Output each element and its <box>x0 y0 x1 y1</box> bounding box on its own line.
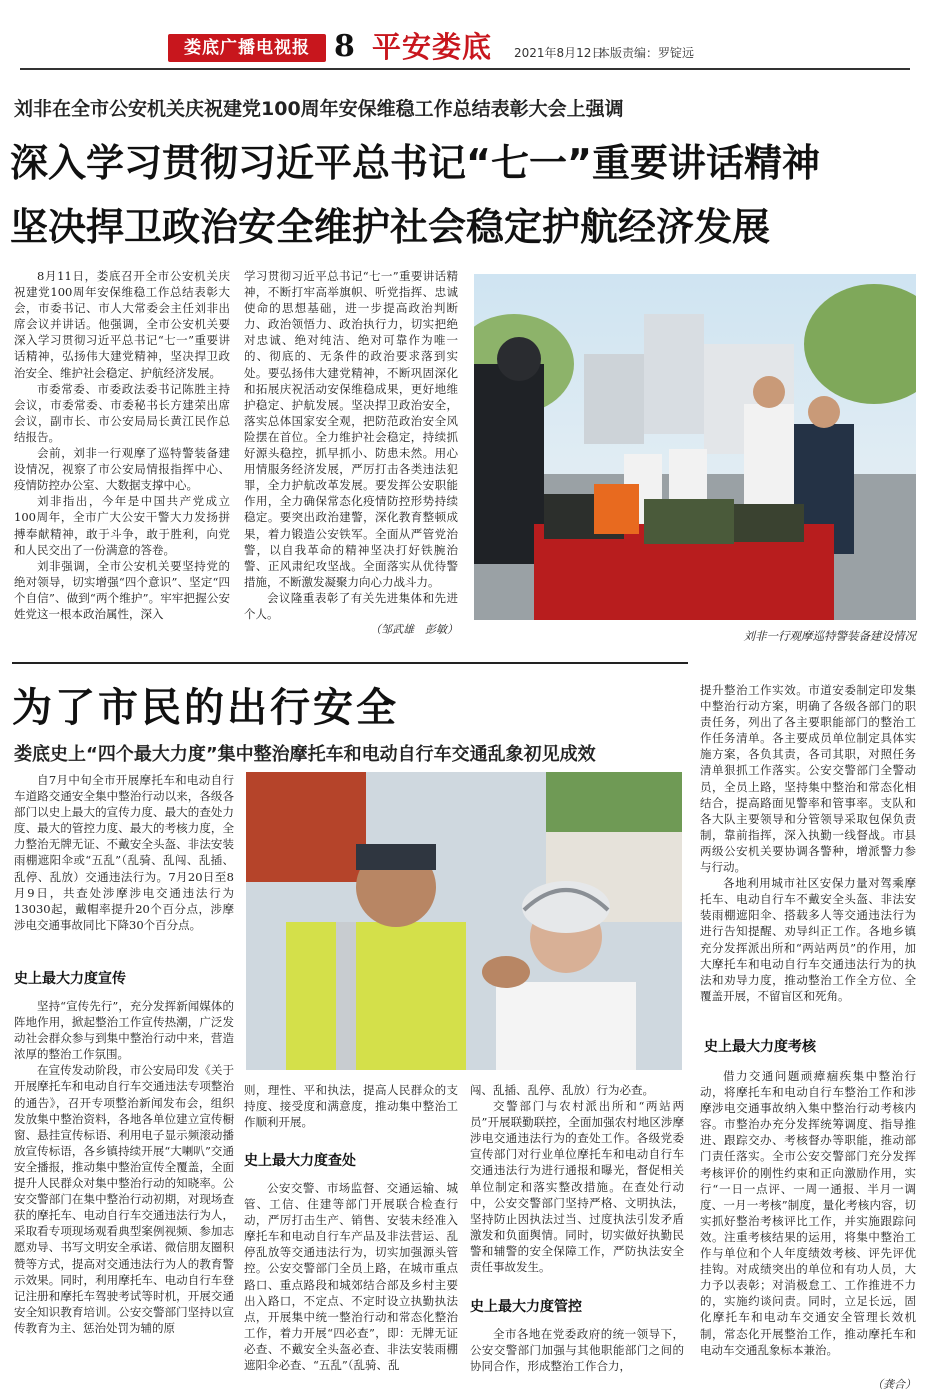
article1-paragraph: 8月11日，娄底召开全市公安机关庆祝建党100周年安保维稳工作总结表彰大会，市委书记、市人大常委会主任刘非出席会议并讲话。他强调，全市公安机关要深入学习贯彻习近平总书记“七一”重要讲话精神，弘扬伟大建党精神，坚决捍卫政治安全、维护社会稳定、护航经济发展。 <box>14 269 230 380</box>
newspaper-brand-logo: 娄底广播电视报 <box>168 34 326 62</box>
article2-column-a <box>14 998 234 1390</box>
article2-paragraph: 全市各地在党委政府的统一领导下，公安交警部门加强与其他职能部门之间的协同合作，形成整治工作合力， <box>470 1327 684 1374</box>
article2-column-d-bottom <box>700 1068 916 1378</box>
article1-byline: （邹武雄 彭敏） <box>370 623 458 637</box>
masthead-rule <box>20 68 910 70</box>
page-number: 8 <box>334 29 355 64</box>
article2-paragraph: 公安交警、市场监督、交通运输、城管、工信、住建等部门开展联合检查行动，严厉打击生产、销售、安装未经准入摩托车和电动自行车产品及非法营运、乱停乱放等交通违法行为，切实加强源头管控。公安交警部门全员上路，在城市重点路口、重点路段和城郊结合部及乡村主要出入路口，不定点、不定时设立执勤执法点，开展集中统一整治行动和常态化整治工作，着力开展“四必查”，即：无牌无证必查、不戴安全头盔必查、非法安装雨棚遮阳伞必查、“五乱”（乱骑、乱 <box>244 1181 458 1373</box>
article2-paragraph: 在宣传发动阶段，市公安局印发《关于开展摩托车和电动自行车交通违法专项整治的通告》，召开专项整治新闻发布会，组织发放集中整治资料，各地各单位建立宣传橱窗、悬挂宣传标语、利用电子显示频滚动播放宣传标语，各乡镇持续开展“大喇叭”交通安全播报，推动集中整治宣传全覆盖，全面提升人民群众对集中整治行动的知晓率。公安交警部门在集中整治行动初期，对现场查获的摩托车、电动自行车交通违法行为人，采取看专项现场观看典型案例视频、参加志愿劝导、书写文明安全承诺、微信朋友圈积赞等方式，提高对交通违法行为人的教育警示效果。同时，利用摩托车、电动自行车登记注册和摩托车驾驶考试等时机，开展交通安全知识教育培训。公安交警部门坚持以宣传教育为主、惩治处罚为辅的原 <box>14 1063 234 1335</box>
article2-subhead-assessment: 史上最大力度考核 <box>704 1039 816 1055</box>
article2-photo <box>246 772 682 1070</box>
article2-column-b <box>244 1180 458 1390</box>
article1-kicker: 刘非在全市公安机关庆祝建党100周年安保维稳工作总结表彰大会上强调 <box>14 98 624 120</box>
section-divider <box>12 662 688 664</box>
article1-paragraph: 刘非指出，今年是中国共产党成立100周年，全市广大公安干警大力发扬拼搏奉献精神，敢于斗争，敢于胜利，向党和人民交出了一份满意的答卷。 <box>14 494 230 557</box>
article1-column-1 <box>14 268 230 658</box>
article2-headline: 为了市民的出行安全 <box>12 685 399 731</box>
article1-column-2 <box>244 268 458 658</box>
article1-photo-caption: 刘非一行观摩巡特警装备建设情况 <box>743 629 916 643</box>
article2-column-d <box>700 682 916 1012</box>
equipment-inspection-illustration <box>474 274 916 620</box>
article1-headline-line1: 深入学习贯彻习近平总书记“七一”重要讲话精神 <box>10 141 820 185</box>
article2-column-c <box>470 1082 684 1282</box>
article1-paragraph: 刘非强调，全市公安机关要坚持党的绝对领导，切实增强“四个意识”、坚定“四个自信”、做到“两个维护”。牢牢把握公安姓党这一根本政治属性，深入 <box>14 558 230 621</box>
article1-paragraph: 市委常委、市委政法委书记陈胜主持会议，市委常委、市委秘书长方建荣出席会议，副市长、市公安局局长黄江民作总结报告。 <box>14 381 230 444</box>
article2-paragraph: 自7月中旬全市开展摩托车和电动自行车道路交通安全集中整治行动以来，各级各部门以史上最大的宣传力度、最大的查处力度、最大的管控力度、最大的考核力度，全力整治无牌无证、不戴安全头盔、非法安装雨棚遮阳伞或“五乱”（乱骑、乱闯、乱插、乱停、乱放）交通违法行为。7月20日至8月9日，共查处涉摩涉电交通违法行为13030起，戴帽率提升20个百分点，涉摩涉电交通事故同比下降30个百分点。 <box>14 773 234 932</box>
article2-column-c-bottom <box>470 1326 684 1390</box>
article2-subhead-publicity: 史上最大力度宣传 <box>14 971 126 987</box>
article2-paragraph: 坚持“宣传先行”，充分发挥新闻媒体的阵地作用，掀起整治工作宣传热潮，广泛发动社会群众参与到集中整治行动中来，营造浓厚的整治工作氛围。 <box>14 999 234 1062</box>
article2-paragraph: 提升整治工作实效。市道安委制定印发集中整治行动方案，明确了各级各部门的职责任务，列出了各主要职能部门的整治工作任务清单。各主要成员单位制定具体实施方案，各负其责，各司其职，对照任务清单狠抓工作落实。公安交警部门全警动员，全员上路，坚持集中整治和常态化相结合，提高路面见警率和管事率。支队和各大队主要领导和分管领导采取包保负责制，靠前指挥，深入执勤一线督战。市县两级公安机关要协调各警种，增派警力参与行动。 <box>700 683 916 875</box>
article2-subhead-control: 史上最大力度管控 <box>470 1299 582 1315</box>
article2-subhead-enforcement: 史上最大力度查处 <box>244 1153 356 1169</box>
page-editor: 本版责编：罗锭远 <box>598 46 695 60</box>
article2-paragraph: 交警部门与农村派出所和“两站两员”开展联勤联控，全面加强农村地区涉摩涉电交通违法行为的查处工作。各级党委宣传部门对行业单位摩托车和电动自行车交通违法行为进行通报和曝光，督促相关单位制定和落实整改措施。在查处行动中，公安交警部门坚持严格、文明执法，坚持防止因执法过当、过度执法引发矛盾激发和负面舆情。同时，切实做好执勤民警和辅警的安全保障工作，严防执法安全责任事故发生。 <box>470 1099 684 1275</box>
article2-paragraph: 各地利用城市社区安保力量对驾乘摩托车、电动自行车不戴安全头盔、非法安装雨棚遮阳伞、搭载多人等交通违法行为进行告知提醒、劝导纠正工作。各地乡镇充分发挥派出所和“两站两员”的作用，加大摩托车和电动自行车交通违法行为的执法和劝导力度，推动整治工作全方位、全覆盖开展，不留盲区和死角。 <box>700 876 916 1003</box>
article1-paragraph: 会前，刘非一行观摩了巡特警装备建设情况，视察了市公安局情报指挥中心、疫情防控办公室、大数据支撑中心。 <box>14 446 230 493</box>
article2-subheadline: 娄底史上“四个最大力度”集中整治摩托车和电动自行车交通乱象初见成效 <box>14 744 596 765</box>
article1-paragraph: 学习贯彻习近平总书记“七一”重要讲话精神，不断打牢高举旗帜、听党指挥、忠诚使命的思想基础，进一步提高政治判断力、政治领悟力、政治执行力，切实把绝对忠诚、绝对纯洁、绝对可靠作为唯一的、彻底的、无条件的政治要求落到实处。要弘扬伟大建党精神，不断巩固深化和拓展庆祝活动安保维稳成果，更好地维护稳定、护航发展。坚决捍卫政治安全，落实总体国家安全观，把防范政治安全风险摆在首位。全力维护社会稳定，持续抓好源头稳控，抓早抓小、防患未然。用心用情服务经济发展，严厉打击各类违法犯罪，全力护航改革发展。要发挥公安职能作用，全力确保常态化疫情防控形势持续稳定。要突出政治建警，深化教育整顿成果，着力锻造公安铁军。全面从严管党治警，以自我革命的精神坚决打好铁腕治警、正风肃纪攻坚战。全面落实从优待警措施，不断激发凝聚力向心力战斗力。 <box>244 269 458 589</box>
section-title: 平安娄底 <box>372 30 493 64</box>
article2-column-b-top <box>244 1082 458 1136</box>
article2-byline: （龚合） <box>872 1378 916 1391</box>
article2-intro <box>14 772 234 956</box>
article2-paragraph: 闯、乱插、乱停、乱放）行为必查。 <box>470 1083 654 1097</box>
article2-paragraph: 则，理性、平和执法，提高人民群众的支持度、接受度和满意度，推动集中整治工作顺利开展。 <box>244 1083 458 1130</box>
article1-paragraph: 会议隆重表彰了有关先进集体和先进个人。 <box>244 590 458 621</box>
helmet-fitting-illustration <box>246 772 682 1070</box>
article1-photo <box>474 274 916 620</box>
article1-headline-line2: 坚决捍卫政治安全维护社会稳定护航经济发展 <box>10 205 771 249</box>
issue-date: 2021年8月12日 <box>514 46 604 60</box>
article2-paragraph: 借力交通问题顽瘴痼疾集中整治行动，将摩托车和电动自行车整治工作和涉摩涉电交通事故纳入集中整治行动考核内容。市整治办充分发挥统筹调度、指导推进、跟踪交办、考核督办等职能，推动部门责任落实。全市公安交警部门充分发挥考核评价的刚性约束和正向激励作用，实行“一日一点评、一周一通报、半月一调度、一月一考核”制度，量化考核内容，切实抓好整治考核评比工作，并实施跟踪问效。注重考核结果的运用，将集中整治工作与单位和个人年度绩效考核、评先评优挂钩。对成绩突出的单位和有功人员，大力予以表彰；对消极怠工、工作推进不力的，实施约谈问责。同时，立足长远，固化摩托车和电动车交通安全管理长效机制，常态化开展整治工作，推动摩托车和电动车交通乱象标本兼治。 <box>700 1069 916 1357</box>
